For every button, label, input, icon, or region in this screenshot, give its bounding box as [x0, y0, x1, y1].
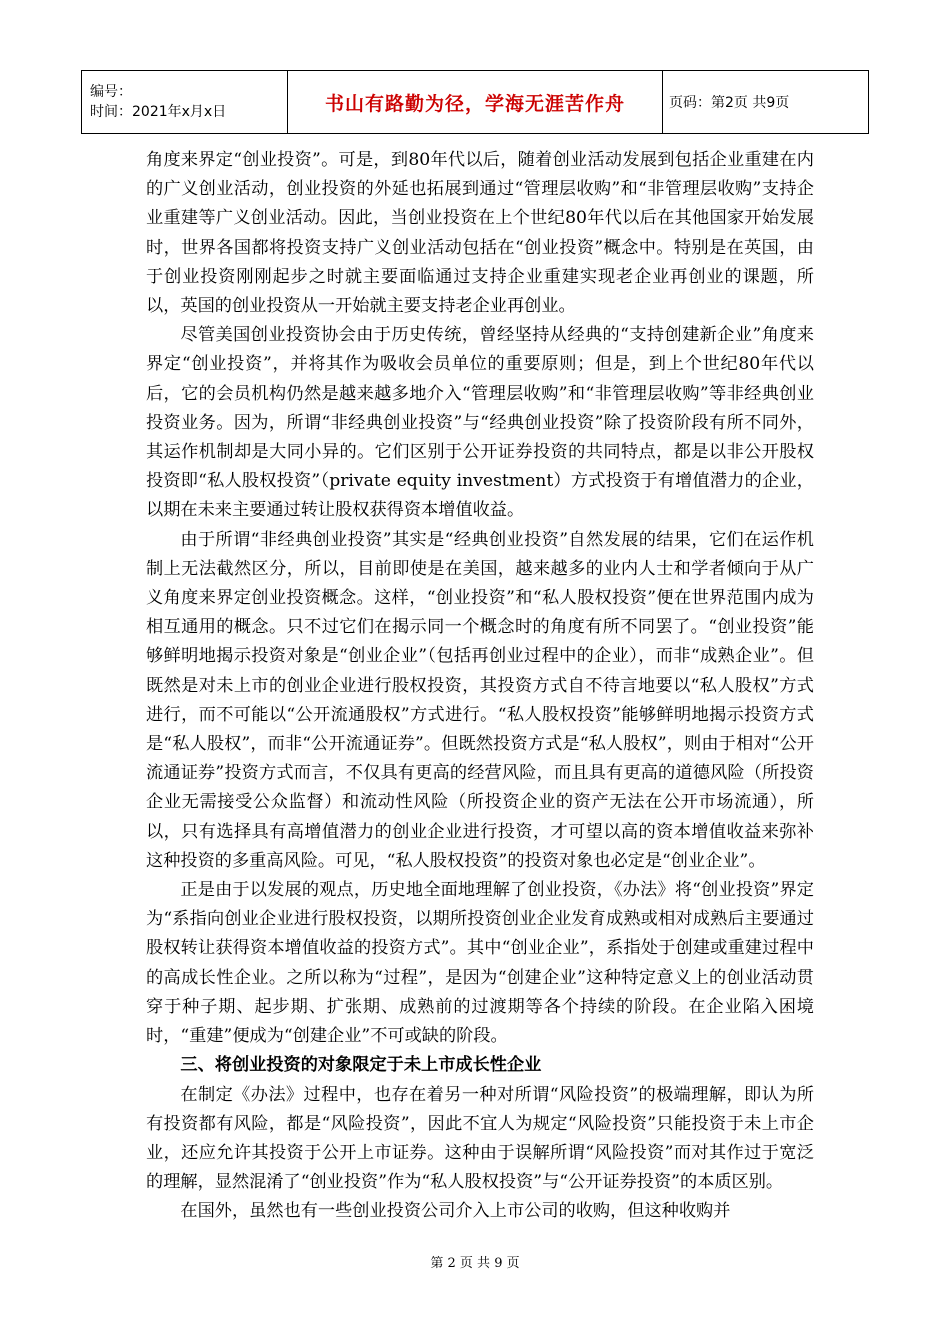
page-header [81, 70, 869, 134]
header-meta [82, 71, 288, 134]
section-heading: 三、将创业投资的对象限定于未上市成长性企业 [180, 1055, 542, 1076]
number-label: 编号： [90, 84, 132, 100]
paragraph: 角度来界定“创业投资”。可是，到80年代以后，随着创业活动发展到包括企业重建在内的广义创业活动，创业投资的外延也拓展到通过“管理层收购”和“非管理层收购”支持企业重建等广义创业活动。因此，当创业投资在上个世纪80年代以后在其他国家开始发展时，世界各国都将投资支持广义创业活动包括在“创业投资”概念中。特别是在英国，由于创业投资刚刚起步之时就主要面临通过支持企业重建实现老企业再创业的课题，所以，英国的创业投资从一开始就主要支持老企业再创业。 [146, 150, 814, 317]
paragraph: 在国外，虽然也有一些创业投资公司介入上市公司的收购，但这种收购并 [180, 1201, 731, 1222]
header-page-label: 页码：第2页 共9页 [663, 71, 869, 134]
header-motto: 书山有路勤为径，学海无涯苦作舟 [288, 71, 663, 134]
paragraph: 正是由于以发展的观点，历史地全面地理解了创业投资，《办法》将“创业投资”界定为“系指向创业企业进行股权投资，以期所投资创业企业发育成熟或相对成熟后主要通过股权转让获得资本增值收益的投资方式”。其中“创业企业”，系指处于创建或重建过程中的高成长性企业。之所以称为“过程”，是因为“创建企业”这种特定意义上的创业活动贯穿于种子期、起步期、扩张期、成熟前的过渡期等各个持续的阶段。在企业陷入困境时，“重建”便成为“创建企业”不可或缺的阶段。 [146, 880, 814, 1047]
date-label: 时间：2021年x月x日 [90, 104, 227, 120]
paragraph: 由于所谓“非经典创业投资”其实是“经典创业投资”自然发展的结果，它们在运作机制上无法截然区分，所以，目前即使是在美国，越来越多的业内人士和学者倾向于从广义角度来界定创业投资概念。这样，“创业投资”和“私人股权投资”便在世界范围内成为相互通用的概念。只不过它们在揭示同一个概念时的角度有所不同罢了。“创业投资”能够鲜明地揭示投资对象是“创业企业”（包括再创业过程中的企业），而非“成熟企业”。但既然是对未上市的创业企业进行股权投资，其投资方式自不待言地要以“私人股权”方式进行，而不可能以“公开流通股权”方式进行。“私人股权投资”能够鲜明地揭示投资方式是“私人股权”，而非“公开流通证券”。但既然投资方式是“私人股权”，则由于相对“公开流通证券”投资方式而言，不仅具有更高的经营风险，而且具有更高的道德风险（所投资企业无需接受公众监督）和流动性风险（所投资企业的资产无法在公开市场流通），所以，只有选择具有高增值潜力的创业企业进行投资，才可望以高的资本增值收益来弥补这种投资的多重高风险。可见，“私人股权投资”的投资对象也必定是“创业企业”。 [146, 529, 814, 871]
paragraph: 尽管美国创业投资协会由于历史传统，曾经坚持从经典的“支持创建新企业”角度来界定“创业投资”，并将其作为吸收会员单位的重要原则；但是，到上个世纪80年代以后，它的会员机构仍然是越来越多地介入“管理层收购”和“非管理层收购”等非经典创业投资业务。因为，所谓“非经典创业投资”与“经典创业投资”除了投资阶段有所不同外，其运作机制却是大同小异的。它们区别于公开证券投资的共同特点，都是以非公开股权投资即“私人股权投资”（private equity investment）方式投资于有增值潜力的企业，以期在未来主要通过转让股权获得资本增值收益。 [146, 325, 814, 521]
document-body [146, 146, 814, 1227]
paragraph: 在制定《办法》过程中，也存在着另一种对所谓“风险投资”的极端理解，即认为所有投资都有风险，都是“风险投资”，因此不宜人为规定“风险投资”只能投资于未上市企业，还应允许其投资于公开上市证券。这种由于误解所谓“风险投资”而对其作过于宽泛的理解，显然混淆了“创业投资”作为“私人股权投资”与“公开证券投资”的本质区别。 [146, 1084, 814, 1193]
page-footer: 第 2 页 共 9 页 [430, 1256, 520, 1271]
